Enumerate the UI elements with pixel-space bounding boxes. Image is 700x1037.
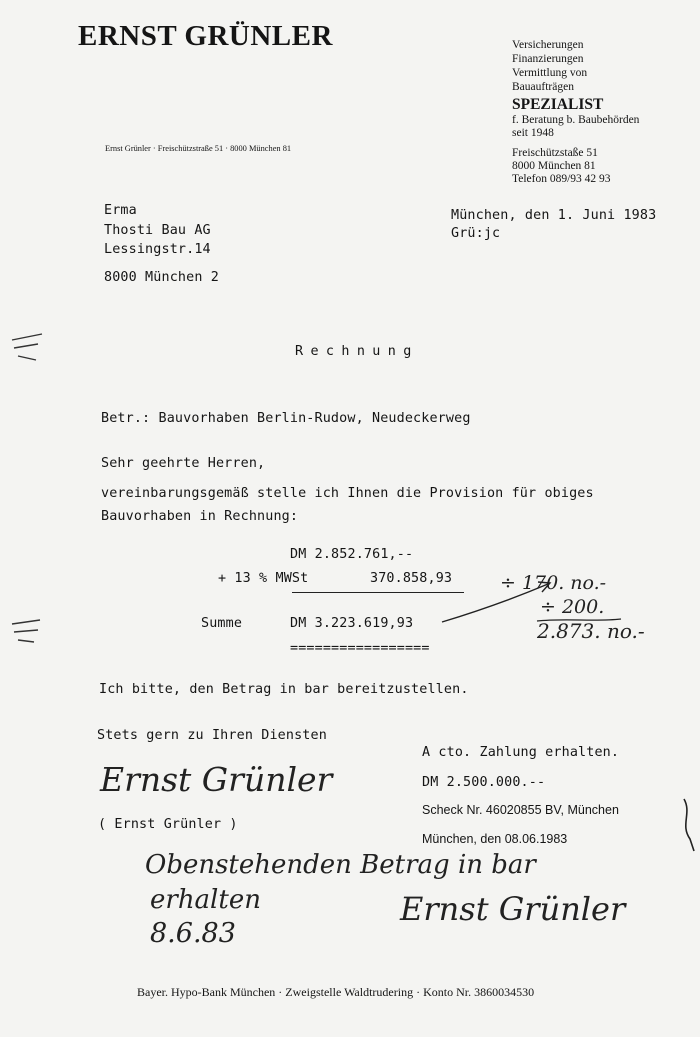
- double-underline: =================: [290, 641, 430, 656]
- reference-code: Grü:jc: [451, 226, 501, 241]
- handwritten-calc-total: 2.873. no.-: [537, 619, 645, 643]
- handwritten-underline: [535, 616, 625, 624]
- address-line: Telefon 089/93 42 93: [512, 173, 611, 185]
- company-address: [512, 147, 611, 186]
- signature-image: Ernst Grünler: [100, 760, 333, 799]
- payment-note-date: München, den 08.06.1983: [422, 832, 568, 846]
- margin-mark-icon: [8, 326, 48, 366]
- company-name: ERNST GRÜNLER: [78, 20, 333, 52]
- recipient-line: Lessingstr.14: [104, 242, 211, 257]
- margin-mark-icon: [678, 795, 698, 855]
- handwritten-calc-line: ÷ 200.: [540, 596, 605, 618]
- specialist-detail-line: f. Beratung b. Baubehörden: [512, 114, 640, 126]
- specialist-title: SPEZIALIST: [512, 96, 604, 113]
- handwritten-receipt-date: 8.6.83: [150, 918, 236, 949]
- document-title: Rechnung: [295, 344, 419, 359]
- recipient-line: Thosti Bau AG: [104, 222, 211, 238]
- date-line: München, den 1. Juni 1983: [451, 208, 657, 223]
- services-list: [512, 38, 587, 94]
- margin-mark-icon: [8, 612, 48, 648]
- footer-bank-details: Bayer. Hypo-Bank München · Zweigstelle Waldtrudering · Konto Nr. 3860034530: [137, 985, 535, 999]
- payment-note-title: A cto. Zahlung erhalten.: [422, 745, 620, 760]
- recipient-address: [104, 201, 219, 287]
- body-text-line: vereinbarungsgemäß stelle ich Ihnen die Provision für obiges: [101, 486, 594, 501]
- sum-label: Summe: [201, 616, 243, 631]
- specialist-detail: [512, 114, 639, 140]
- signer-name: ( Ernst Grünler ): [98, 817, 238, 832]
- service-item: Versicherungen: [512, 39, 584, 51]
- address-line: Freischützstaße 51: [512, 147, 598, 159]
- payment-note-cheque: Scheck Nr. 46020855 BV, München: [422, 803, 619, 817]
- payment-request: Ich bitte, den Betrag in bar bereitzustellen.: [99, 682, 469, 697]
- address-line: 8000 München 81: [512, 160, 596, 172]
- payment-note-amount: DM 2.500.000.--: [422, 775, 546, 790]
- receipt-signature: Ernst Grünler: [400, 890, 626, 928]
- specialist-detail-line: seit 1948: [512, 127, 554, 139]
- service-item: Bauaufträgen: [512, 81, 574, 93]
- handwritten-receipt-line: erhalten: [150, 885, 261, 915]
- service-item: Finanzierungen: [512, 53, 584, 65]
- handwritten-receipt-line: Obenstehenden Betrag in bar: [145, 850, 536, 880]
- sum-value: DM 3.223.619,93: [290, 616, 414, 631]
- sender-address-line: Ernst Grünler · Freischützstraße 51 · 8000 München 81: [105, 144, 292, 153]
- body-text-line: Bauvorhaben in Rechnung:: [101, 509, 299, 524]
- handwritten-calc-line: ÷ 170. no.-: [500, 572, 607, 594]
- subject-line: Betr.: Bauvorhaben Berlin-Rudow, Neudeckerweg: [101, 411, 471, 426]
- closing-greeting: Stets gern zu Ihren Diensten: [97, 728, 327, 743]
- service-item: Vermittlung von: [512, 67, 588, 79]
- recipient-line: Erma: [104, 203, 137, 218]
- salutation: Sehr geehrte Herren,: [101, 456, 266, 471]
- recipient-city: 8000 München 2: [104, 269, 219, 285]
- vat-label: + 13 % MWSt: [218, 571, 309, 586]
- vat-amount: 370.858,93: [370, 571, 453, 586]
- net-amount: DM 2.852.761,--: [290, 547, 414, 562]
